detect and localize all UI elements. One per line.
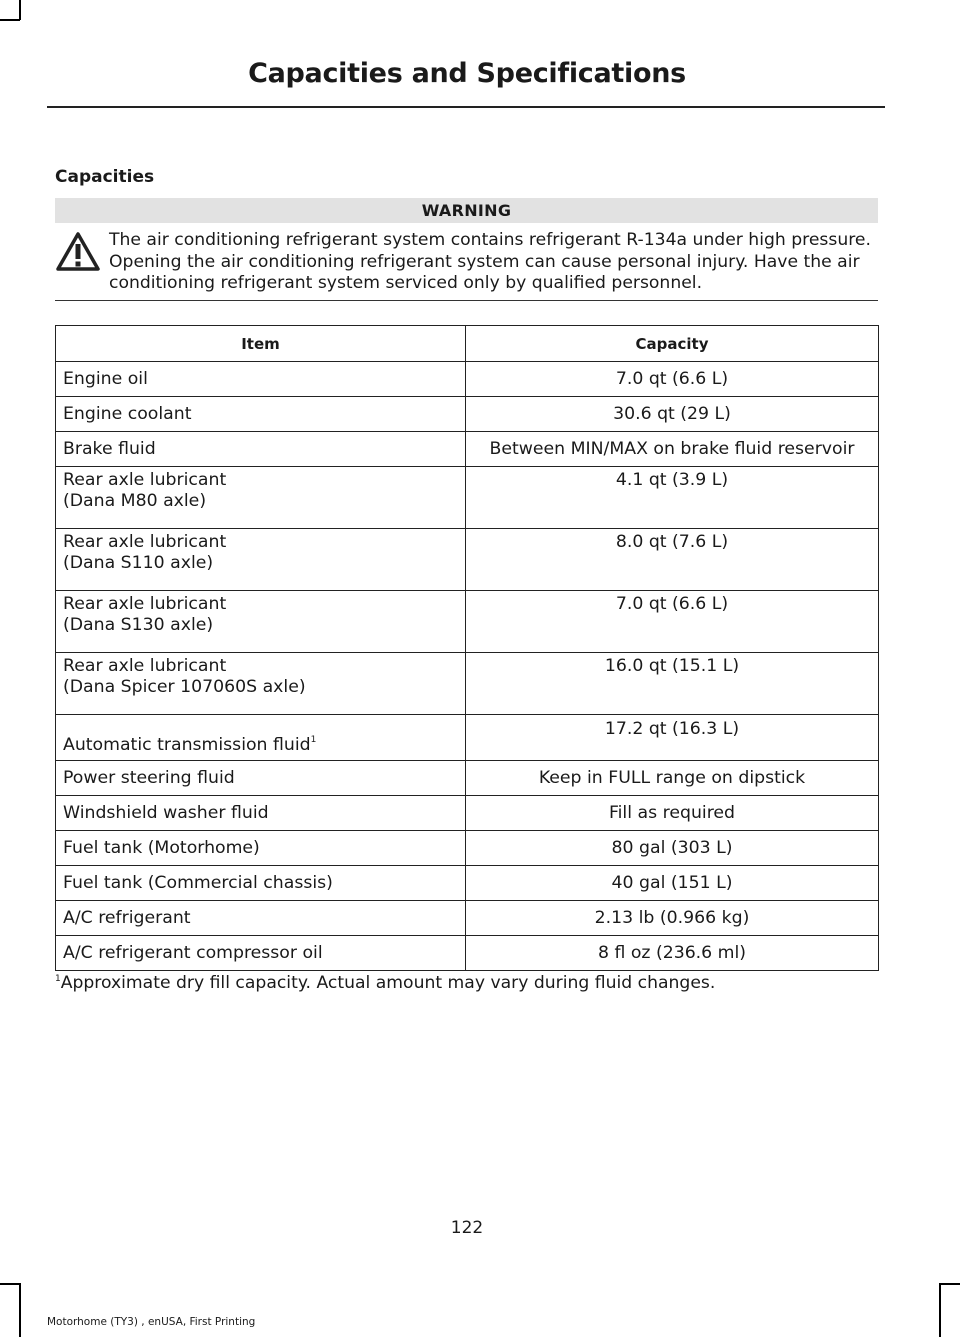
table-row bbox=[56, 831, 879, 866]
item-subname: (Dana S110 axle) bbox=[63, 553, 214, 573]
item-cell: Brake fluid bbox=[56, 432, 466, 467]
item-name: Automatic transmission fluid bbox=[63, 735, 311, 755]
table-row bbox=[56, 362, 879, 397]
item-cell: Fuel tank (Motorhome) bbox=[56, 831, 466, 866]
capacity-cell: 2.13 lb (0.966 kg) bbox=[466, 901, 879, 936]
item-name: Rear axle lubricant bbox=[63, 470, 227, 490]
section-heading: Capacities bbox=[55, 167, 155, 187]
footer-text: Motorhome (TY3) , enUSA, First Printing bbox=[47, 1316, 256, 1328]
capacity-cell: Between MIN/MAX on brake fluid reservoir bbox=[466, 432, 879, 467]
table-row bbox=[56, 529, 879, 591]
item-cell bbox=[56, 467, 466, 529]
item-cell bbox=[56, 591, 466, 653]
capacity-cell: 8 fl oz (236.6 ml) bbox=[466, 936, 879, 971]
crop-mark bbox=[939, 1283, 941, 1337]
table-row bbox=[56, 796, 879, 831]
table-row bbox=[56, 936, 879, 971]
capacity-cell: 8.0 qt (7.6 L) bbox=[466, 529, 879, 591]
item-cell: Power steering fluid bbox=[56, 761, 466, 796]
header-divider bbox=[47, 106, 885, 108]
warning-divider bbox=[55, 300, 878, 301]
item-name: Rear axle lubricant bbox=[63, 532, 227, 552]
footnote bbox=[55, 973, 885, 993]
capacity-cell: 4.1 qt (3.9 L) bbox=[466, 467, 879, 529]
warning-label: WARNING bbox=[55, 198, 878, 223]
table-row bbox=[56, 653, 879, 715]
item-cell: Windshield washer fluid bbox=[56, 796, 466, 831]
column-header-capacity: Capacity bbox=[466, 326, 879, 362]
item-cell: A/C refrigerant compressor oil bbox=[56, 936, 466, 971]
table-row bbox=[56, 432, 879, 467]
capacity-cell: 80 gal (303 L) bbox=[466, 831, 879, 866]
capacity-cell: 40 gal (151 L) bbox=[466, 866, 879, 901]
footnote-marker: 1 bbox=[310, 735, 317, 745]
item-cell: Engine coolant bbox=[56, 397, 466, 432]
crop-mark bbox=[19, 0, 21, 20]
crop-mark bbox=[940, 1283, 960, 1285]
capacity-cell: 16.0 qt (15.1 L) bbox=[466, 653, 879, 715]
item-subname: (Dana M80 axle) bbox=[63, 491, 207, 511]
capacity-cell: 7.0 qt (6.6 L) bbox=[466, 591, 879, 653]
warning-text: The air conditioning refrigerant system contains refrigerant R-134a under high pressure. Opening the air conditioning refrigerant system can cause personal injury. Have the air conditioning refrigerant system serviced only by qualified personnel. bbox=[109, 230, 871, 293]
item-cell bbox=[56, 529, 466, 591]
crop-mark bbox=[19, 1283, 21, 1337]
capacity-cell: Keep in FULL range on dipstick bbox=[466, 761, 879, 796]
column-header-item: Item bbox=[56, 326, 466, 362]
table-row bbox=[56, 715, 879, 761]
table-row bbox=[56, 761, 879, 796]
item-subname: (Dana Spicer 107060S axle) bbox=[63, 677, 306, 697]
item-cell: A/C refrigerant bbox=[56, 901, 466, 936]
crop-mark bbox=[0, 1283, 20, 1285]
item-cell: Fuel tank (Commercial chassis) bbox=[56, 866, 466, 901]
item-cell bbox=[56, 653, 466, 715]
crop-mark bbox=[0, 19, 20, 21]
table-row bbox=[56, 866, 879, 901]
table-header-row bbox=[56, 326, 879, 362]
page-number: 122 bbox=[450, 1218, 484, 1238]
footnote-text: Approximate dry fill capacity. Actual amount may vary during fluid changes. bbox=[60, 973, 716, 993]
capacities-table bbox=[55, 325, 879, 971]
capacity-cell: Fill as required bbox=[466, 796, 879, 831]
item-cell bbox=[56, 715, 466, 761]
footnote-marker: 1 bbox=[55, 974, 61, 984]
table-row bbox=[56, 397, 879, 432]
item-cell: Engine oil bbox=[56, 362, 466, 397]
warning-triangle-icon bbox=[56, 232, 100, 272]
table-row bbox=[56, 591, 879, 653]
item-name: Rear axle lubricant bbox=[63, 594, 227, 614]
item-subname: (Dana S130 axle) bbox=[63, 615, 214, 635]
capacity-cell: 17.2 qt (16.3 L) bbox=[466, 715, 879, 761]
page-title: Capacities and Specifications bbox=[248, 58, 686, 89]
table-row bbox=[56, 467, 879, 529]
capacity-cell: 30.6 qt (29 L) bbox=[466, 397, 879, 432]
capacity-cell: 7.0 qt (6.6 L) bbox=[466, 362, 879, 397]
item-name: Rear axle lubricant bbox=[63, 656, 227, 676]
table-row bbox=[56, 901, 879, 936]
